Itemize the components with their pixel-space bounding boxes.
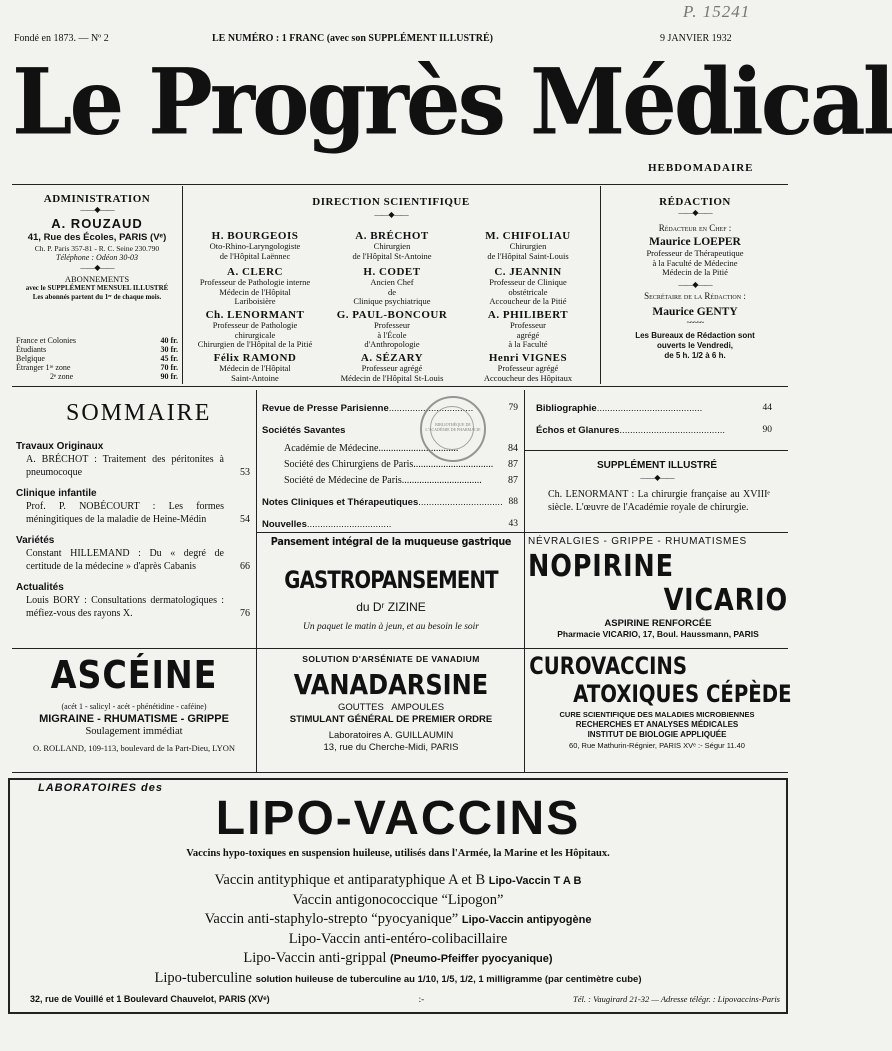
chief-name: Maurice LOEPER bbox=[649, 236, 741, 248]
office-hours: Les Bureaux de Rédaction sont ouverts le Vendredi, de 5 h. 1/2 à 6 h. bbox=[635, 330, 755, 360]
vicario-name: VICARIO bbox=[663, 583, 788, 618]
curovaccins-address: 60, Rue Mathurin-Régnier, PARIS XVᵉ :- Ségur 11.40 bbox=[569, 741, 745, 750]
director-entry bbox=[458, 352, 598, 392]
library-stamp bbox=[420, 396, 486, 462]
rate-row bbox=[16, 354, 178, 363]
rate-label: Étudiants bbox=[16, 345, 47, 354]
secretary-label: Secrétaire de la Rédaction : bbox=[644, 290, 746, 301]
ornament: ——◆—— bbox=[678, 208, 712, 217]
toc-label: Nouvelles bbox=[262, 519, 307, 530]
curovaccins-line: CURE SCIENTIFIQUE DES MALADIES MICROBIENNES bbox=[559, 710, 755, 719]
ad-curovaccins bbox=[526, 652, 792, 751]
lipo-line bbox=[10, 871, 786, 891]
issue-date: 9 JANVIER 1932 bbox=[660, 33, 732, 44]
administration-panel bbox=[14, 193, 180, 302]
section-title: Actualités bbox=[16, 582, 64, 593]
lipo-footer-sep: :- bbox=[418, 994, 425, 1004]
rate-row bbox=[16, 336, 178, 345]
section-title: Travaux Originaux bbox=[16, 441, 104, 452]
ad-vanadarsine bbox=[258, 654, 524, 754]
director-desc: Chirurgien de l'Hôpital Saint-Louis bbox=[487, 241, 569, 261]
gastro-top: Pansement intégral de la muqueuse gastrique bbox=[270, 536, 512, 548]
section-text: Louis BORY : Consultations dermatologiques : méfiez-vous des rayons X. bbox=[26, 595, 224, 619]
lipo-line-bold: Lipo-Vaccin antipyogène bbox=[461, 914, 592, 926]
director-name: H. BOURGEOIS bbox=[211, 230, 299, 242]
divider bbox=[600, 186, 601, 384]
asceine-address: O. ROLLAND, 109-113, boulevard de la Part-Dieu, LYON bbox=[32, 743, 236, 753]
director-entry bbox=[326, 230, 458, 266]
toc-page: 43 bbox=[508, 519, 518, 529]
ornament: ——◆—— bbox=[640, 473, 674, 482]
rate-price: 45 fr. bbox=[160, 354, 178, 363]
rate-price: 30 fr. bbox=[160, 345, 178, 354]
toc-page: 90 bbox=[762, 425, 772, 435]
direction-grid bbox=[184, 230, 598, 392]
toc-leader: ................................ bbox=[401, 475, 482, 486]
rate-label: Étranger 1ʳᵉ zone bbox=[16, 363, 71, 372]
lipo-line-main: Lipo-Vaccin anti-grippal bbox=[243, 950, 387, 966]
section-entry bbox=[16, 547, 250, 573]
header-rule bbox=[12, 184, 788, 185]
director-entry bbox=[458, 230, 598, 266]
director-entry bbox=[326, 266, 458, 309]
sommaire-right bbox=[536, 402, 772, 446]
rate-price: 70 fr. bbox=[160, 363, 178, 372]
lipo-list bbox=[10, 871, 786, 989]
director-entry bbox=[458, 266, 598, 309]
ornament: ~~~~~ bbox=[686, 317, 704, 327]
ornament: ——◆—— bbox=[80, 205, 114, 214]
lipo-line bbox=[10, 910, 786, 930]
vanadarsine-address: 13, rue du Cherche-Midi, PARIS bbox=[323, 742, 459, 753]
toc-leader: ................................ bbox=[418, 497, 503, 508]
vanadarsine-name: VANADARSINE bbox=[293, 668, 489, 701]
section-title: Variétés bbox=[16, 535, 55, 546]
library-stamp-text: BIBLIOTHÈQUE DE L'ACADÉMIE DE PHARMACIE bbox=[425, 422, 481, 432]
stamp-handwritten: P. 15241 bbox=[683, 2, 751, 21]
asceine-name: ASCÉINE bbox=[50, 653, 218, 697]
section-entry bbox=[16, 594, 250, 620]
ornament: ——◆—— bbox=[374, 210, 408, 219]
ornament: ——◆—— bbox=[80, 263, 114, 272]
lipo-line bbox=[10, 930, 786, 949]
chief-label: Rédacteur en Chef : bbox=[658, 223, 732, 233]
director-name: A. CLERC bbox=[227, 266, 283, 278]
director-desc: Professeur agrégé à la Faculté bbox=[508, 320, 548, 349]
director-desc: Médecin de l'Hôpital Saint-Antoine bbox=[219, 363, 291, 383]
sommaire-heading: SOMMAIRE bbox=[66, 400, 212, 426]
toc-entry bbox=[536, 402, 772, 424]
vanadarsine-claim: STIMULANT GÉNÉRAL DE PREMIER ORDRE bbox=[289, 714, 493, 725]
rate-price: 40 fr. bbox=[160, 336, 178, 345]
toc-label: Académie de Médecine bbox=[284, 443, 379, 454]
director-desc: Professeur de Pathologie chirurgicale Chirurgien de l'Hôpital de la Pitié bbox=[197, 320, 313, 349]
toc-entry bbox=[536, 424, 772, 446]
lipo-line-bold: (Pneumo-Pfeiffer pyocyanique) bbox=[389, 953, 553, 965]
asceine-uses: MIGRAINE - RHUMATISME - GRIPPE bbox=[39, 713, 229, 725]
director-entry bbox=[326, 309, 458, 352]
price-line: LE NUMÉRO : 1 FRANC (avec son SUPPLÉMENT ILLUSTRÉ) bbox=[212, 33, 493, 44]
vanadarsine-lab: Laboratoires A. GUILLAUMIN bbox=[328, 730, 454, 741]
toc-leader: ................................ bbox=[306, 519, 392, 530]
rate-label: Belgique bbox=[16, 354, 45, 363]
lipo-name: LIPO-VACCINS bbox=[215, 792, 581, 845]
toc-label: Société des Chirurgiens de Paris bbox=[284, 459, 414, 470]
toc-label: Sociétés Savantes bbox=[262, 425, 346, 436]
director-name: G. PAUL-BONCOUR bbox=[336, 309, 448, 321]
lipo-line-bold: Lipo-Vaccin T A B bbox=[488, 875, 582, 887]
nopirine-sub: ASPIRINE RENFORCÉE bbox=[604, 618, 712, 629]
lipo-line bbox=[10, 969, 786, 989]
director-desc: Chirurgien de l'Hôpital St-Antoine bbox=[352, 241, 432, 261]
director-entry bbox=[184, 309, 326, 352]
lipo-footer bbox=[30, 994, 780, 1004]
divider bbox=[257, 532, 788, 533]
masthead-subtitle: HEBDOMADAIRE bbox=[648, 162, 754, 174]
director-name: H. CODET bbox=[363, 266, 421, 278]
director-desc: Professeur agrégé Médecin de l'Hôpital St-Louis bbox=[340, 363, 444, 383]
lipo-footer-tel: Tél. : Vaugirard 21-32 — Adresse télégr. : Lipovaccins-Paris bbox=[573, 994, 780, 1004]
lipo-line-bold: solution huileuse de tuberculine au 1/10, 1/5, 1/2, 1 milligramme (par centimètre cube) bbox=[255, 974, 642, 985]
curovaccins-name: CUROVACCINS bbox=[529, 652, 688, 680]
vanadarsine-forms: GOUTTES AMPOULES bbox=[337, 702, 445, 713]
divider bbox=[12, 772, 788, 773]
divider bbox=[12, 648, 788, 649]
gastro-name: GASTROPANSEMENT bbox=[284, 566, 498, 594]
sommaire-left bbox=[16, 440, 250, 620]
ad-gastropansement bbox=[258, 536, 524, 633]
secretary-name: Maurice GENTY bbox=[652, 305, 738, 318]
curovaccins-line: RECHERCHES ET ANALYSES MÉDICALES bbox=[575, 720, 739, 729]
divider bbox=[524, 390, 525, 772]
admin-address: 41, Rue des Écoles, PARIS (Vᵉ) bbox=[27, 232, 167, 243]
lipo-footer-address: 32, rue de Vouillé et 1 Boulevard Chauvelot, PARIS (XVᵉ) bbox=[30, 994, 270, 1004]
toc-page: 79 bbox=[508, 403, 518, 413]
toc-label: Société de Médecine de Paris bbox=[284, 475, 402, 486]
director-entry bbox=[326, 352, 458, 392]
lipo-line-main: Lipo-Vaccin anti-entéro-colibacillaire bbox=[288, 931, 508, 947]
toc-page: 84 bbox=[508, 443, 518, 454]
subscriptions-note: Les abonnés partent du 1ᵉʳ de chaque mois. bbox=[32, 293, 162, 301]
section-page: 54 bbox=[240, 514, 250, 525]
director-name: Félix RAMOND bbox=[213, 352, 297, 364]
vanadarsine-top: SOLUTION D'ARSÉNIATE DE VANADIUM bbox=[302, 654, 480, 664]
director-entry bbox=[184, 230, 326, 266]
section-text: Constant HILLEMAND : Du « degré de certitude de la médecine » d'après Cabanis bbox=[26, 548, 224, 572]
lipo-lab: LABORATOIRES des bbox=[38, 782, 163, 794]
director-name: Ch. LENORMANT bbox=[205, 309, 305, 321]
atoxiques-name: ATOXIQUES CÉPÈDE bbox=[573, 680, 792, 708]
toc-label: Notes Cliniques et Thérapeutiques bbox=[262, 497, 419, 508]
rate-row bbox=[16, 363, 178, 372]
rate-label: France et Colonies bbox=[16, 336, 76, 345]
curovaccins-line: INSTITUT DE BIOLOGIE APPLIQUÉE bbox=[587, 730, 727, 739]
gastro-by: du Dʳ ZIZINE bbox=[356, 600, 426, 614]
rate-row bbox=[16, 372, 178, 381]
director-desc: Professeur agrégé Accoucheur des Hôpitaux bbox=[483, 363, 573, 383]
rate-row bbox=[16, 345, 178, 354]
divider bbox=[256, 390, 257, 648]
masthead-title: Le Progrès Médical bbox=[12, 48, 892, 156]
admin-phone: Téléphone : Odéon 30-03 bbox=[56, 253, 138, 262]
director-name: A. SÉZARY bbox=[360, 352, 424, 364]
lipo-line-main: Vaccin antigonococcique “Lipogon” bbox=[292, 892, 504, 908]
lipo-line-main: Vaccin anti-staphylo-strepto “pyocyanique” bbox=[204, 911, 459, 927]
director-entry bbox=[458, 309, 598, 352]
supplement-heading: SUPPLÉMENT ILLUSTRÉ bbox=[596, 460, 717, 471]
rate-label: 2ᵉ zone bbox=[50, 372, 74, 381]
admin-account: Ch. P. Paris 357-81 - R. C. Seine 230.790 bbox=[34, 244, 160, 253]
sommaire-section bbox=[16, 581, 250, 620]
toc-entry bbox=[262, 474, 518, 496]
section-text: A. BRÉCHOT : Traitement des péritonites à pneumocoque bbox=[26, 454, 224, 478]
nopirine-address: Pharmacie VICARIO, 17, Boul. Haussmann, PARIS bbox=[557, 629, 759, 639]
section-entry bbox=[16, 500, 250, 526]
rates-table bbox=[16, 336, 178, 381]
supplement-text: Ch. LENORMANT : La chirurgie française au XVIIIᵉ siècle. L'œuvre de l'Académie royale de chirurgie. bbox=[548, 489, 770, 513]
section-entry bbox=[16, 453, 250, 479]
toc-leader: ................................ bbox=[413, 459, 494, 470]
toc-entry bbox=[262, 496, 518, 518]
administration-heading: ADMINISTRATION bbox=[43, 193, 151, 205]
director-desc: Professeur de Clinique obstétricale Accoucheur de la Pitié bbox=[489, 277, 567, 306]
toc-page: 88 bbox=[508, 497, 518, 507]
director-entry bbox=[184, 266, 326, 309]
director-name: A. PHILIBERT bbox=[487, 309, 569, 321]
gastro-note: Un paquet le matin à jeun, et au besoin le soir bbox=[303, 622, 479, 632]
sommaire-section bbox=[16, 534, 250, 573]
subscriptions-note: avec le SUPPLÉMENT MENSUEL ILLUSTRÉ bbox=[25, 284, 169, 292]
lipo-line-main: Vaccin antityphique et antiparatyphique A et B bbox=[214, 872, 486, 888]
director-desc: Professeur à l'École d'Anthropologie bbox=[364, 320, 420, 349]
founded-issue: Fondé en 1873. — Nº 2 bbox=[14, 33, 109, 44]
director-name: Henri VIGNES bbox=[488, 352, 568, 364]
toc-leader: ................................ bbox=[378, 443, 459, 454]
toc-leader: ........................................ bbox=[596, 403, 703, 414]
sommaire-section bbox=[16, 440, 250, 479]
admin-name: A. ROUZAUD bbox=[51, 216, 143, 231]
section-page: 76 bbox=[240, 608, 250, 619]
lipo-line bbox=[10, 891, 786, 910]
director-name: M. CHIFOLIAU bbox=[485, 230, 571, 242]
redaction-panel bbox=[602, 196, 788, 361]
chief-desc: Professeur de Thérapeutique à la Faculté de Médecine Médecin de la Pitié bbox=[646, 248, 744, 277]
toc-label: Bibliographie bbox=[536, 403, 597, 414]
rate-price: 90 fr. bbox=[160, 372, 178, 381]
toc-page: 44 bbox=[762, 403, 772, 413]
section-text: Prof. P. NOBÉCOURT : Les formes méningitiques de la maladie de Heine-Médin bbox=[26, 501, 224, 525]
section-title: Clinique infantile bbox=[16, 488, 97, 499]
asceine-relief: Soulagement immédiat bbox=[85, 726, 183, 737]
director-name: C. JEANNIN bbox=[494, 266, 562, 278]
asceine-formula: (acét 1 - salicyl - acét - phénétidine - caféine) bbox=[61, 702, 207, 711]
toc-page: 87 bbox=[508, 475, 518, 486]
toc-entry bbox=[262, 458, 518, 474]
director-desc: Ancien Chef de Clinique psychiatrique bbox=[353, 277, 431, 306]
director-entry bbox=[184, 352, 326, 392]
toc-label: Revue de Presse Parisienne bbox=[262, 403, 389, 414]
lipo-line-main: Lipo-tuberculine bbox=[154, 970, 252, 986]
nopirine-name: NOPIRINE bbox=[528, 549, 674, 584]
ad-nopirine bbox=[528, 536, 788, 640]
subscriptions-heading: ABONNEMENTS bbox=[64, 274, 130, 284]
divider bbox=[525, 450, 788, 451]
sommaire-section bbox=[16, 487, 250, 526]
divider bbox=[182, 186, 183, 384]
toc-label: Échos et Glanures bbox=[536, 425, 620, 436]
lipo-line bbox=[10, 949, 786, 969]
divider bbox=[256, 648, 257, 772]
toc-leader: ................................ bbox=[388, 403, 474, 414]
toc-leader: ........................................ bbox=[619, 425, 725, 436]
lipo-tagline: Vaccins hypo-toxiques en suspension huileuse, utilisés dans l'Armée, la Marine et les Hôpitaux. bbox=[186, 848, 610, 859]
director-desc: Oto-Rhino-Laryngologiste de l'Hôpital Laënnec bbox=[209, 241, 301, 261]
direction-heading: DIRECTION SCIENTIFIQUE bbox=[312, 196, 470, 208]
nopirine-top: NÉVRALGIES - GRIPPE - RHUMATISMES bbox=[528, 536, 748, 547]
section-page: 53 bbox=[240, 467, 250, 478]
director-name: A. BRÉCHOT bbox=[355, 230, 429, 242]
ad-asceine bbox=[12, 654, 256, 754]
director-desc: Professeur de Pathologie interne Médecin de l'Hôpital Lariboisière bbox=[199, 277, 311, 306]
ornament: ——◆—— bbox=[678, 279, 712, 289]
redaction-heading: RÉDACTION bbox=[659, 196, 731, 208]
toc-page: 87 bbox=[508, 459, 518, 470]
section-page: 66 bbox=[240, 561, 250, 572]
